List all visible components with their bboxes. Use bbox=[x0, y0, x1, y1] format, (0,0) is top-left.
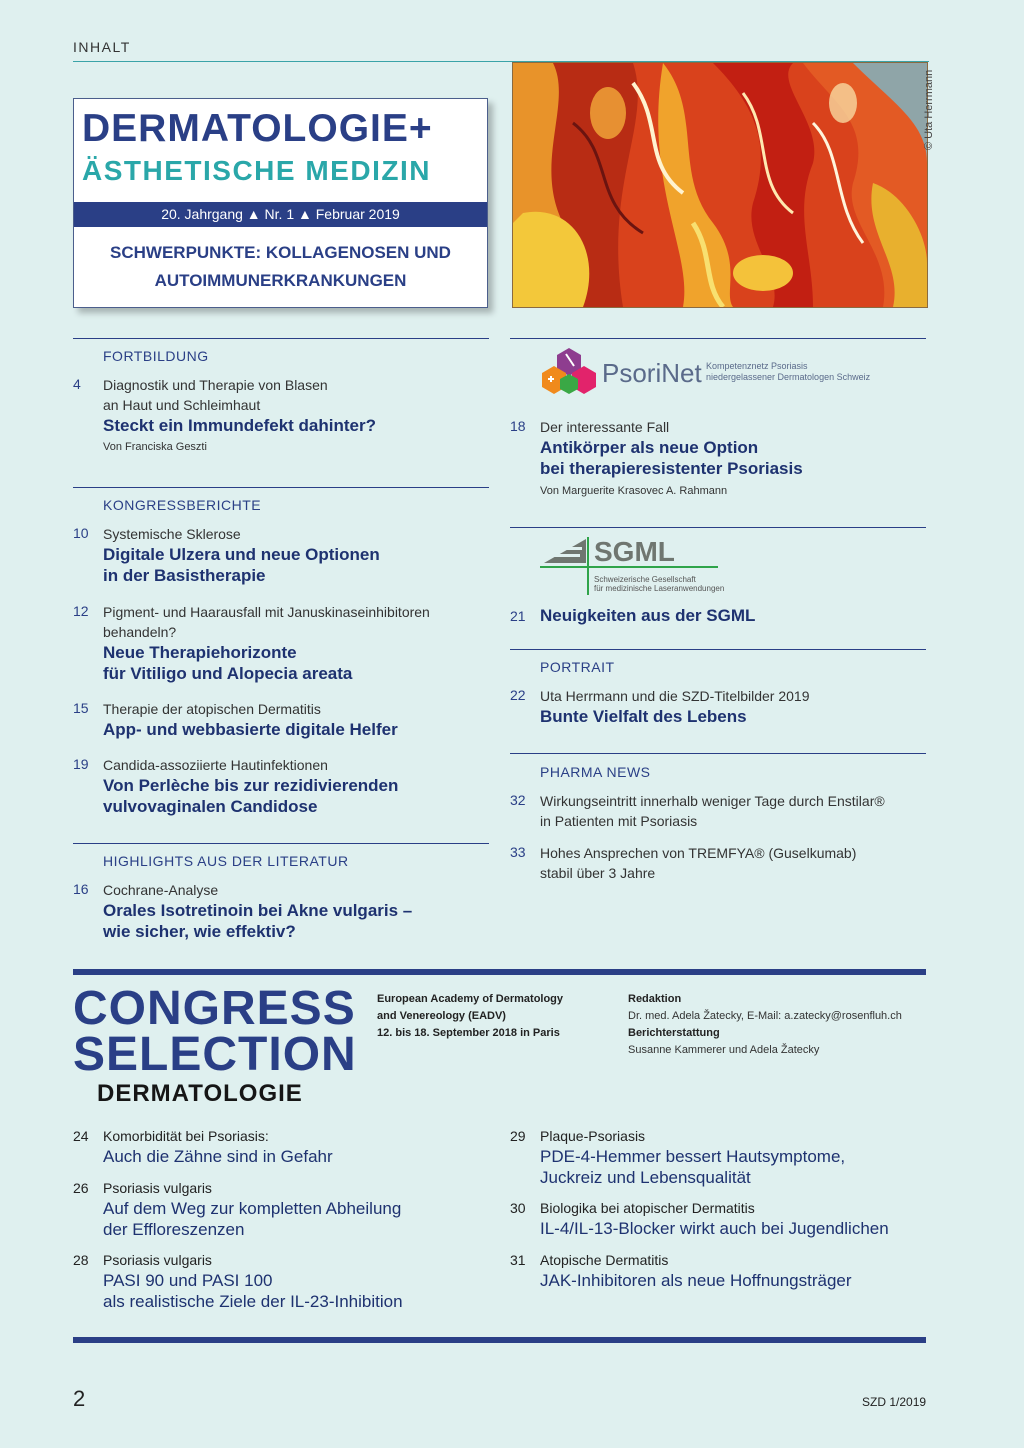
article-fortbildung[interactable] bbox=[103, 375, 483, 453]
page-number: 28 bbox=[73, 1252, 89, 1268]
redaktion-label: Redaktion bbox=[628, 993, 682, 1005]
focus-line-1: SCHWERPUNKTE: KOLLAGENOSEN UND bbox=[110, 243, 451, 262]
event-line-3: 12. bis 18. September 2018 in Paris bbox=[377, 1027, 560, 1039]
sgml-subtitle-1: Schweizerische Gesellschaft bbox=[594, 575, 696, 584]
logo-selection: SELECTION bbox=[73, 1028, 357, 1081]
article-headline: als realistische Ziele der IL-23-Inhibition bbox=[103, 1292, 403, 1311]
masthead-title: DERMATOLOGIE+ bbox=[82, 107, 433, 150]
article-kicker: Diagnostik und Therapie von Blasen bbox=[103, 377, 328, 393]
congress-top-bar bbox=[73, 969, 926, 975]
congress-article[interactable] bbox=[540, 1126, 925, 1188]
divider bbox=[73, 487, 489, 488]
page-number: 16 bbox=[73, 881, 89, 897]
congress-selection-logo bbox=[73, 982, 363, 1108]
congress-bottom-bar bbox=[73, 1337, 926, 1343]
divider bbox=[510, 753, 926, 754]
divider bbox=[510, 649, 926, 650]
article-kicker: Therapie der atopischen Dermatitis bbox=[103, 701, 321, 717]
psorinet-tagline bbox=[706, 361, 870, 383]
page-number: 10 bbox=[73, 525, 89, 541]
footer-issue: SZD 1/2019 bbox=[862, 1395, 927, 1409]
article-kicker: behandeln? bbox=[103, 624, 177, 640]
article-kicker: Pigment- und Haarausfall mit Januskinaseinhibitoren bbox=[103, 604, 430, 620]
article-sgml-news[interactable]: Neuigkeiten aus der SGML bbox=[540, 606, 756, 625]
divider bbox=[73, 843, 489, 844]
page-number: 32 bbox=[510, 792, 526, 808]
article-kicker: Komorbidität bei Psoriasis: bbox=[103, 1128, 269, 1144]
article-headline: vulvovaginalen Candidose bbox=[103, 797, 318, 816]
article-headline: Von Perlèche bis zur rezidivierenden bbox=[103, 776, 399, 795]
page-number: 15 bbox=[73, 700, 89, 716]
sgml-logo bbox=[540, 535, 740, 597]
article-headline: für Vitiligo und Alopecia areata bbox=[103, 664, 353, 683]
psorinet-wordmark: PsoriNet bbox=[602, 358, 702, 388]
article-isotretinoin[interactable] bbox=[103, 880, 488, 942]
event-line-2: and Venereology (EADV) bbox=[377, 1010, 506, 1022]
event-line-1: European Academy of Dermatology bbox=[377, 993, 564, 1005]
article-line: in Patienten mit Psoriasis bbox=[540, 813, 698, 829]
article-headline: in der Basistherapie bbox=[103, 566, 266, 585]
psorinet-tagline-2: niedergelassener Dermatologen Schweiz bbox=[706, 372, 871, 382]
congress-editorial-info bbox=[628, 991, 924, 1059]
page-number: 12 bbox=[73, 603, 89, 619]
article-headline: bei therapieresistenter Psoriasis bbox=[540, 459, 803, 478]
article-kicker: Systemische Sklerose bbox=[103, 526, 241, 542]
article-kicker: Cochrane-Analyse bbox=[103, 882, 219, 898]
congress-article[interactable] bbox=[103, 1126, 483, 1167]
divider bbox=[73, 338, 489, 339]
article-line: Hohes Ansprechen von TREMFYA® (Guselkumab) bbox=[540, 845, 857, 861]
article-enstilar[interactable] bbox=[540, 791, 925, 831]
article-januskinase[interactable] bbox=[103, 602, 488, 684]
article-psoriasis-case[interactable] bbox=[540, 417, 925, 497]
article-headline: Bunte Vielfalt des Lebens bbox=[540, 707, 747, 726]
artwork-image bbox=[513, 63, 927, 307]
article-candida[interactable] bbox=[103, 755, 488, 817]
article-kicker: Psoriasis vulgaris bbox=[103, 1252, 212, 1268]
article-kicker: Atopische Dermatitis bbox=[540, 1252, 669, 1268]
divider bbox=[510, 527, 926, 528]
article-kicker: Candida-assoziierte Hautinfektionen bbox=[103, 757, 328, 773]
article-headline: Steckt ein Immundefekt dahinter? bbox=[103, 416, 376, 435]
section-fortbildung: FORTBILDUNG bbox=[103, 348, 209, 364]
article-tremfya[interactable] bbox=[540, 843, 925, 883]
article-headline: Antikörper als neue Option bbox=[540, 438, 759, 457]
section-pharma-news: PHARMA NEWS bbox=[540, 764, 651, 780]
page-number: 21 bbox=[510, 608, 526, 624]
article-headline: Neue Therapiehorizonte bbox=[103, 643, 297, 662]
article-kicker: Biologika bei atopischer Dermatitis bbox=[540, 1200, 755, 1216]
article-kicker: Psoriasis vulgaris bbox=[103, 1180, 212, 1196]
article-byline: Von Marguerite Krasovec A. Rahmann bbox=[540, 485, 728, 497]
article-headline: IL-4/IL-13-Blocker wirkt auch bei Jugendlichen bbox=[540, 1219, 889, 1238]
article-headline: Auf dem Weg zur kompletten Abheilung bbox=[103, 1199, 402, 1218]
sgml-subtitle bbox=[594, 575, 724, 593]
article-headline: wie sicher, wie effektiv? bbox=[103, 922, 296, 941]
page-number: 18 bbox=[510, 418, 526, 434]
page-number: 29 bbox=[510, 1128, 526, 1144]
logo-congress: CONGRESS bbox=[73, 982, 356, 1035]
berichterstattung-label: Berichterstattung bbox=[628, 1027, 720, 1039]
logo-dermatologie: DERMATOLOGIE bbox=[97, 1080, 303, 1107]
hexagon-logo-icon bbox=[540, 346, 598, 398]
page-number: 4 bbox=[73, 376, 81, 392]
article-headline: Auch die Zähne sind in Gefahr bbox=[103, 1147, 333, 1166]
article-headline: JAK-Inhibitoren als neue Hoffnungsträger bbox=[540, 1271, 852, 1290]
focus-topics bbox=[74, 239, 487, 295]
footer-page-number: 2 bbox=[73, 1386, 86, 1411]
article-headline: Orales Isotretinoin bei Akne vulgaris – bbox=[103, 901, 413, 920]
article-headline: PDE-4-Hemmer bessert Hautsymptome, bbox=[540, 1147, 846, 1166]
divider bbox=[510, 338, 926, 339]
congress-article[interactable] bbox=[103, 1250, 483, 1312]
congress-event-info bbox=[377, 991, 607, 1042]
article-headline: PASI 90 und PASI 100 bbox=[103, 1271, 273, 1290]
cover-artwork bbox=[512, 62, 928, 308]
issue-band: 20. Jahrgang ▲ Nr. 1 ▲ Februar 2019 bbox=[74, 202, 487, 227]
section-portrait: PORTRAIT bbox=[540, 659, 615, 675]
article-kicker: Uta Herrmann und die SZD-Titelbilder 2019 bbox=[540, 688, 810, 704]
article-headline: App- und webbasierte digitale Helfer bbox=[103, 720, 398, 739]
page-number: 24 bbox=[73, 1128, 89, 1144]
congress-article[interactable] bbox=[103, 1178, 483, 1240]
article-kicker: Plaque-Psoriasis bbox=[540, 1128, 646, 1144]
article-line: Wirkungseintritt innerhalb weniger Tage durch Enstilar® bbox=[540, 793, 885, 809]
article-line: stabil über 3 Jahre bbox=[540, 865, 656, 881]
section-label: INHALT bbox=[73, 39, 131, 55]
congress-article[interactable] bbox=[540, 1198, 925, 1239]
article-systemische-sklerose[interactable] bbox=[103, 524, 488, 586]
masthead bbox=[73, 98, 488, 308]
psorinet-logo bbox=[540, 346, 900, 398]
page-number: 26 bbox=[73, 1180, 89, 1196]
redaktion-value: Dr. med. Adela Žatecky, E-Mail: a.zatecky@rosenfluh.ch bbox=[628, 1010, 902, 1022]
page-number: 30 bbox=[510, 1200, 526, 1216]
page-number: 33 bbox=[510, 844, 526, 860]
page-number: 31 bbox=[510, 1252, 526, 1268]
article-kicker: Der interessante Fall bbox=[540, 419, 670, 435]
berichterstattung-value: Susanne Kammerer und Adela Žatecky bbox=[628, 1044, 820, 1056]
page-number: 22 bbox=[510, 687, 526, 703]
article-kicker: an Haut und Schleimhaut bbox=[103, 397, 261, 413]
focus-line-2: AUTOIMMUNERKRANKUNGEN bbox=[154, 271, 407, 290]
sgml-wordmark: SGML bbox=[594, 536, 675, 567]
cover-credit: © Uta Herrmann bbox=[923, 69, 935, 150]
page-number: 19 bbox=[73, 756, 89, 772]
article-headline: der Effloreszenzen bbox=[103, 1220, 245, 1239]
article-headline: Digitale Ulzera und neue Optionen bbox=[103, 545, 380, 564]
congress-article[interactable] bbox=[540, 1250, 925, 1291]
article-portrait[interactable] bbox=[540, 686, 925, 727]
section-kongressberichte: KONGRESSBERICHTE bbox=[103, 497, 262, 513]
section-highlights: HIGHLIGHTS AUS DER LITERATUR bbox=[103, 853, 349, 869]
psorinet-tagline-1: Kompetenznetz Psoriasis bbox=[706, 361, 808, 371]
sgml-subtitle-2: für medizinische Laseranwendungen bbox=[594, 584, 725, 593]
masthead-subtitle: ÄSTHETISCHE MEDIZIN bbox=[82, 155, 431, 186]
article-byline: Von Franciska Geszti bbox=[103, 441, 207, 453]
article-headline: Juckreiz und Lebensqualität bbox=[540, 1168, 751, 1187]
article-atopische-dermatitis[interactable] bbox=[103, 699, 488, 740]
